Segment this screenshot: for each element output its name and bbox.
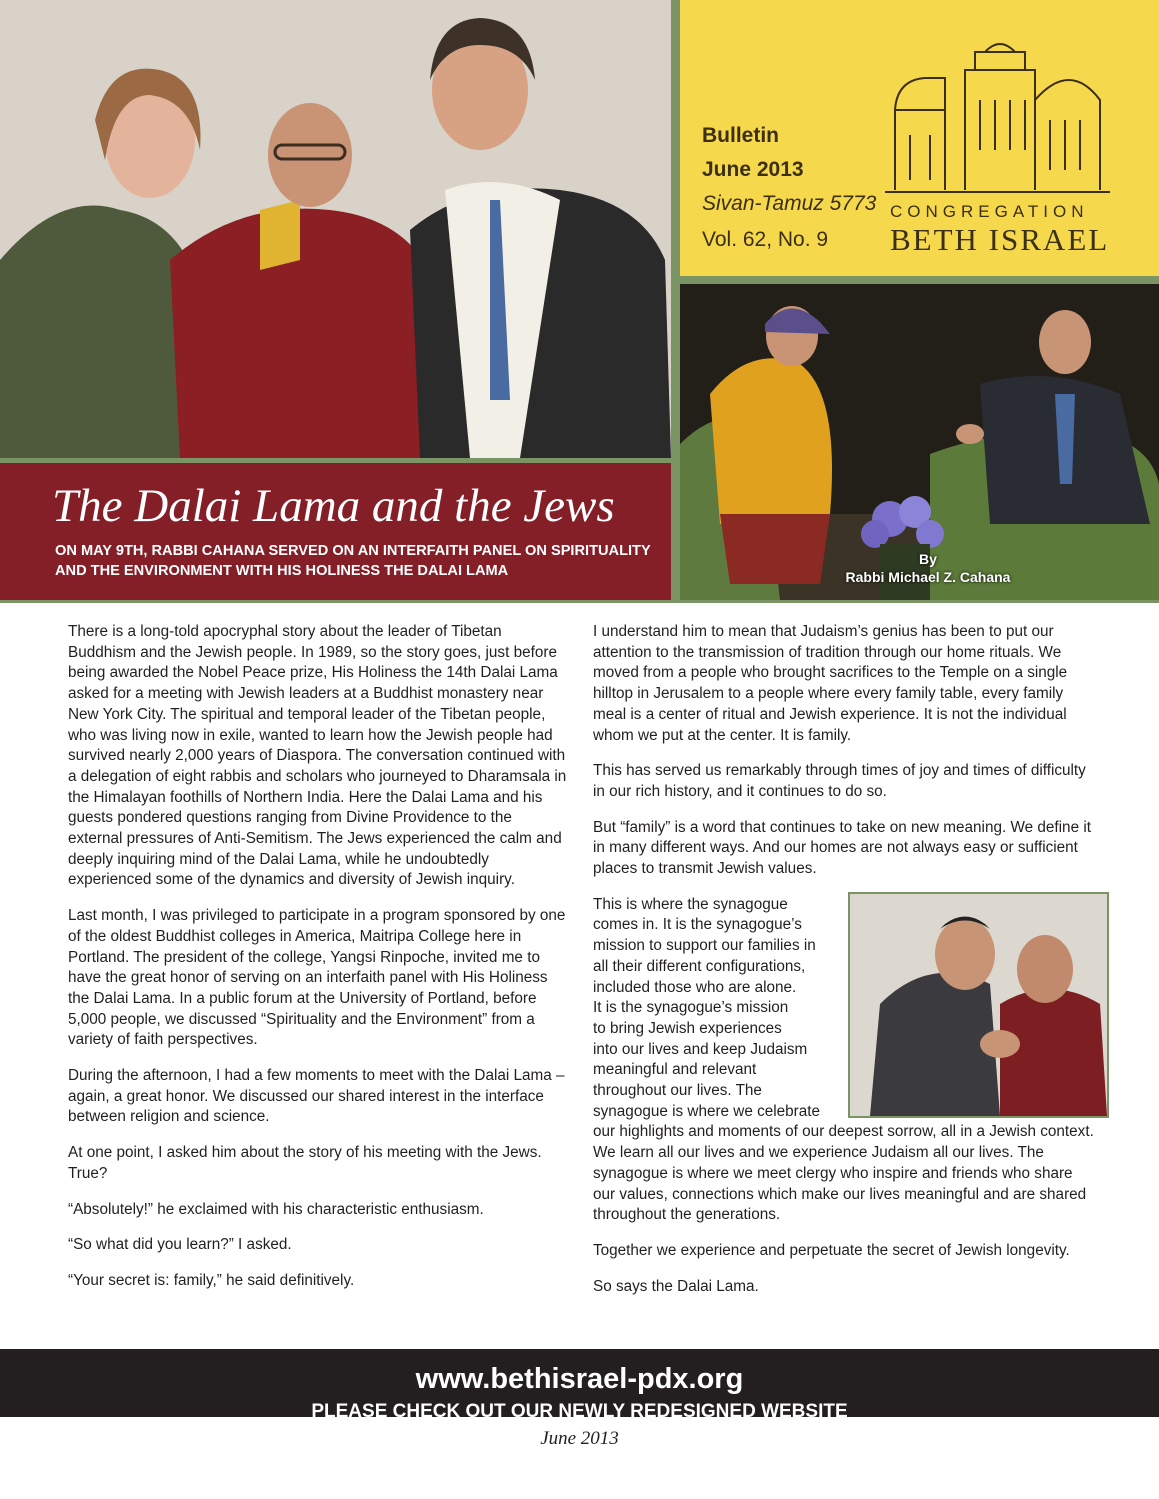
paragraph: “Absolutely!” he exclaimed with his characteristic enthusiasm.: [68, 1200, 484, 1218]
feature-title-band: [0, 463, 671, 600]
congregation-label: CONGREGATION: [890, 202, 1089, 221]
paragraph: At one point, I asked him about the story of his meeting with the Jews. True?: [68, 1144, 542, 1182]
masthead: [680, 0, 1159, 276]
text-line: synagogue is where we celebrate: [593, 1102, 821, 1120]
paragraph: There is a long-told apocryphal story about the leader of Tibetan Buddhism and the Jewish people. In 1989, so the story goes, just before being awarded the Nobel Peace prize, His Holiness the 14th Dalai Lama asked for a meeting with Jewish leaders at a Buddhist monastery near New York City. The spiritual and temporal leader of the Tibetan people, who was living now in exile, wanted to learn how the Jewish people had survived nearly 2,000 years of Diaspora. The conversation continued with a delegation of eight rabbis and scholars who journeyed to Dharamsala in the Himalayan foothills of Northern India. Here the Dalai Lama and his guests pondered questions ranging from Divine Providence to the external pressures of Anti-Semitism. The Jews experienced the calm and deeply inquiring mind of the Dalai Lama, while he undoubtedly experienced some of the dynamics and diversity of Jewish inquiry.: [68, 623, 567, 889]
text-line: throughout our lives. The: [593, 1082, 762, 1100]
cover-photo-people-illustration: [0, 0, 671, 458]
byline-author: Rabbi Michael Z. Cahana: [845, 569, 1011, 585]
website-message: PLEASE CHECK OUT OUR NEWLY REDESIGNED WEBSITE: [311, 1401, 848, 1422]
website-link[interactable]: www.bethisrael-pdx.org: [415, 1363, 744, 1395]
wrapped-paragraph: [593, 895, 833, 1123]
feature-title: The Dalai Lama and the Jews: [52, 480, 615, 532]
paragraph: “Your secret is: family,” he said definitively.: [68, 1271, 355, 1289]
text-line: It is the synagogue’s mission: [593, 999, 789, 1017]
text-line: into our lives and keep Judaism: [593, 1040, 808, 1058]
paragraph: Last month, I was privileged to participate in a program sponsored by one of the oldest Buddhist colleges in America, Maitripa College here in Portland. The president of the college, Yangsi Rinpoche, invited me to have the great honor of serving on an interfaith panel with His Holiness the Dalai Lama. In a public forum at the University of Portland, before 5,000 people, we discussed “Spirituality and the Environment” from a variety of faith perspectives.: [68, 907, 566, 1049]
paragraph: Together we experience and perpetuate the secret of Jewish longevity.: [593, 1241, 1070, 1259]
text-line: meaningful and relevant: [593, 1061, 757, 1079]
congregation-name: BETH ISRAEL: [890, 222, 1110, 257]
cover-photo: [0, 0, 671, 458]
text-line: comes in. It is the synagogue’s: [593, 916, 802, 934]
byline: [792, 550, 1064, 586]
paragraph: “So what did you learn?” I asked.: [68, 1236, 292, 1254]
article-column-left: [68, 622, 568, 1307]
hebrew-date: Sivan-Tamuz 5773: [702, 192, 877, 215]
text-line: mission to support our families in: [593, 937, 816, 955]
inline-photo: [848, 892, 1109, 1118]
text-line: included those who are alone.: [593, 978, 797, 996]
text-line: This is where the synagogue: [593, 895, 788, 913]
text-line: to bring Jewish experiences: [593, 1019, 782, 1037]
paragraph: our highlights and moments of our deepest sorrow, all in a Jewish context. We learn all our lives and we experience Judaism all our lives. The synagogue is where we meet clergy who inspire and friends who share our values, connections which make our lives meaningful and are shared throughout the generations.: [593, 1123, 1094, 1224]
feature-subtitle: ON MAY 9TH, RABBI CAHANA SERVED ON AN INTERFAITH PANEL ON SPIRITUALITY AND THE ENVIRONMENT WITH HIS HOLINESS THE DALAI LAMA: [55, 543, 651, 579]
footer-banner: [0, 1349, 1159, 1422]
synagogue-logo-icon: [885, 40, 1110, 200]
paragraph: But “family” is a word that continues to take on new meaning. We define it in many different ways. And our homes are not always easy or sufficient places to transmit Jewish values.: [593, 818, 1091, 878]
issue-date: June 2013: [702, 158, 804, 181]
paragraph: This has served us remarkably through times of joy and times of difficulty in our rich history, and it continues to do so.: [593, 762, 1086, 800]
page-folio: June 2013: [540, 1428, 619, 1449]
paragraph: During the afternoon, I had a few moments to meet with the Dalai Lama – again, a great honor. We discussed our shared interest in the interface between religion and science.: [68, 1067, 565, 1126]
volume-number: Vol. 62, No. 9: [702, 228, 829, 251]
inline-photo-illustration: [850, 894, 1107, 1116]
paragraph: So says the Dalai Lama.: [593, 1277, 759, 1295]
paragraph: I understand him to mean that Judaism’s genius has been to put our attention to the transmission of tradition through our home rituals. We moved from a people who brought sacrifices to the Temple on a single hilltop in Jerusalem to a people where every family table, every family meal is a center of ritual and Jewish experience. It is not the individual whom we put at the center. It is family.: [593, 623, 1068, 744]
publication-name: Bulletin: [702, 124, 779, 147]
byline-by: By: [919, 551, 937, 567]
text-line: all their different configurations,: [593, 957, 806, 975]
